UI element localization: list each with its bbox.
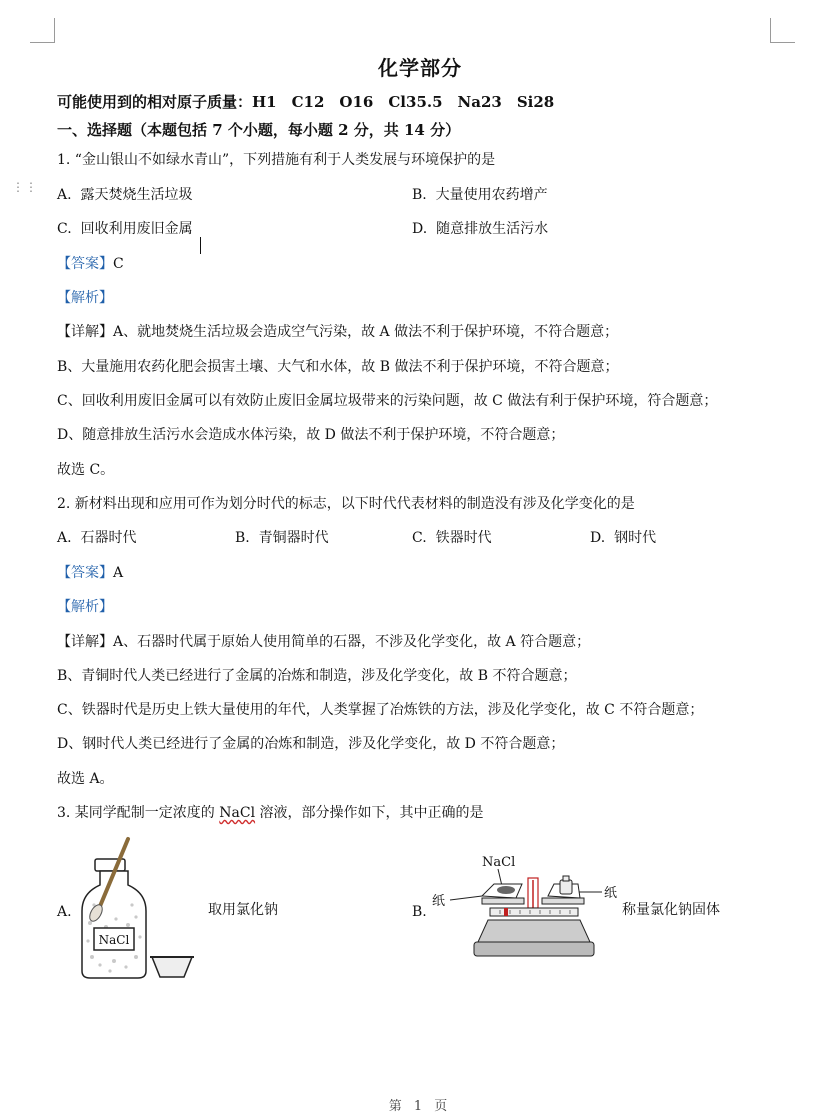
drag-handle-icon[interactable]: ⋮⋮ <box>12 180 38 194</box>
q3-option-a-label: 取用氯化钠 <box>208 902 278 918</box>
answer-tag: 【答案】 <box>57 256 113 272</box>
q2-conclusion: 故选 A。 <box>57 771 114 787</box>
right-paper-label: 纸 <box>604 886 618 901</box>
section-heading: 一、选择题（本题包括 7 个小题，每小题 2 分，共 14 分） <box>57 121 461 139</box>
q3-option-a-letter: A. <box>57 904 72 920</box>
q2-stem: 2. 新材料出现和应用可作为划分时代的标志，以下时代代表材料的制造没有涉及化学变化的是 <box>57 496 635 512</box>
balance-scale-illustration <box>430 850 620 962</box>
q2-option-d: D. 钢时代 <box>590 530 657 546</box>
q1-detail-b: B、大量施用农药化肥会损害土壤、大气和水体，故 B 做法不利于保护环境，不符合题意； <box>57 359 619 375</box>
q2-detail-b: B、青铜时代人类已经进行了金属的冶炼和制造，涉及化学变化，故 B 不符合题意； <box>57 668 577 684</box>
nacl-underlined: NaCl <box>219 805 256 821</box>
q1-option-b: B. 大量使用农药增产 <box>412 187 548 203</box>
left-pan <box>482 898 524 904</box>
q1-stem: 1. “金山银山不如绿水青山”，下列措施有利于人类发展与环境保护的是 <box>57 152 496 168</box>
q1-option-c: C. 回收利用废旧金属 <box>57 221 193 237</box>
weighing-dish <box>152 957 192 977</box>
q3-stem: 3. 某同学配制一定浓度的 NaCl 溶液，部分操作如下，其中正确的是 <box>57 805 484 821</box>
q1-conclusion: 故选 C。 <box>57 462 115 478</box>
atomic-masses-line: 可能使用到的相对原子质量：H1 C12 O16 Cl35.5 Na23 Si28 <box>57 93 555 111</box>
q2-answer: 【答案】A <box>57 565 124 581</box>
rider <box>504 908 508 916</box>
balance-nacl-label: NaCl <box>482 855 516 870</box>
q2-detail-a: 【详解】A、石器时代属于原始人使用简单的石器，不涉及化学变化，故 A 符合题意； <box>57 634 591 650</box>
q2-option-c: C. 铁器时代 <box>412 530 492 546</box>
page-title: 化学部分 <box>378 56 462 80</box>
salt-pile <box>497 886 515 894</box>
page-corner-top-right <box>770 18 795 43</box>
q2-analysis-tag: 【解析】 <box>57 599 113 615</box>
balance-beam <box>490 908 578 916</box>
q1-analysis-tag: 【解析】 <box>57 290 113 306</box>
q1-detail-c: C、回收利用废旧金属可以有效防止废旧金属垃圾带来的污染问题，故 C 做法有利于保护环境，符合题意； <box>57 393 718 409</box>
q2-detail-d: D、钢时代人类已经进行了金属的冶炼和制造，涉及化学变化，故 D 不符合题意； <box>57 736 565 752</box>
text-cursor <box>200 237 201 254</box>
q1-detail-a: 【详解】A、就地焚烧生活垃圾会造成空气污染，故 A 做法不利于保护环境，不符合题意； <box>57 324 619 340</box>
balance-base <box>478 920 590 942</box>
q1-detail-d: D、随意排放生活污水会造成水体污染，故 D 做法不利于保护环境，不符合题意； <box>57 427 565 443</box>
left-paper-label: 纸 <box>432 894 446 909</box>
q1-option-a: A. 露天焚烧生活垃圾 <box>57 187 193 203</box>
q1-option-d: D. 随意排放生活污水 <box>412 221 549 237</box>
page-corner-top-left <box>30 18 55 43</box>
weight <box>560 880 572 894</box>
q1-answer: 【答案】C <box>57 256 124 272</box>
right-pan <box>542 898 584 904</box>
q2-option-b: B. 青铜器时代 <box>235 530 329 546</box>
bottle-label-text: NaCl <box>98 933 130 947</box>
q2-option-a: A. 石器时代 <box>57 530 137 546</box>
answer-tag: 【答案】 <box>57 565 113 581</box>
q3-option-b-label: 称量氯化钠固体 <box>622 902 720 918</box>
reagent-bottle-illustration <box>70 833 205 983</box>
q3-option-b-letter: B. <box>412 904 427 920</box>
q2-detail-c: C、铁器时代是历史上铁大量使用的年代，人类掌握了冶炼铁的方法，涉及化学变化，故 C 不符合题意； <box>57 702 704 718</box>
page-footer: 第 1 页 <box>388 1099 452 1114</box>
